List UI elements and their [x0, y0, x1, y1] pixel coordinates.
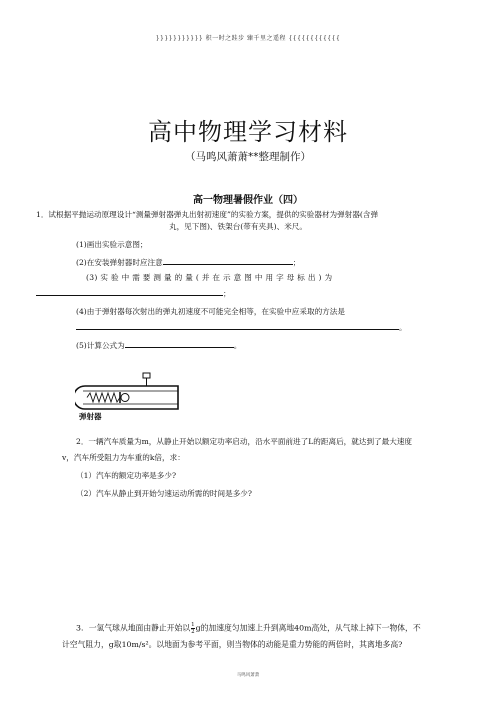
q3-frac-num: 1 — [191, 622, 195, 628]
q1-part4: (4)由于弹射器每次射出的弹丸初速度不可能完全相等，在实验中应采取的方法是 — [76, 307, 345, 316]
q1-part1: (1)画出实验示意图； — [76, 240, 148, 249]
q2-line1: 2．一辆汽车质量为m，从静止开始以额定功率启动，沿水平面前进了L的距离后，就达到了最大速度 — [76, 437, 413, 446]
page-footer: 马鸣风萧萧 — [236, 673, 260, 678]
q3-fraction — [191, 622, 195, 635]
launcher-body — [75, 386, 178, 409]
q2-line2: v，汽车所受阻力为车重的k倍，求： — [62, 453, 185, 462]
q1-line1: 1．试根据平抛运动原理设计“测量弹射器弹丸出射初速度”的实验方案，提供的实验器材为弹射器(含弹 — [36, 210, 379, 219]
q1-part3-blank[interactable] — [36, 287, 223, 296]
launcher-figure — [75, 371, 185, 421]
q1-part5-blank[interactable] — [125, 339, 234, 348]
section-title: 高一物理暑假作业（四） — [193, 195, 303, 206]
q1-part5-text: (5)计算公式为 — [76, 341, 125, 350]
q2-sub1: （1）汽车的额定功率是多少? — [76, 471, 177, 480]
q3-line1-b: g的加速度匀加速上升到离地40m高处，从气球上掉下一物体，不 — [195, 623, 421, 633]
q2-sub2: （2）汽车从静止到开始匀速运动所需的时间是多少? — [76, 489, 252, 498]
launcher-label: 弹射器 — [79, 412, 102, 421]
document-subtitle: （马鸣风萧萧**整理制作） — [185, 151, 311, 163]
q3-line1-a: 3．一氢气球从地面由静止开始以 — [76, 623, 191, 633]
spring — [87, 393, 120, 402]
q1-part3-end: ； — [223, 289, 231, 298]
q1-part2-end: ； — [292, 258, 301, 267]
q3-frac-den: 2 — [191, 629, 195, 635]
q1-part3-line — [36, 287, 231, 299]
q1-part2 — [76, 256, 300, 268]
pellet — [121, 394, 129, 402]
q1-part2-text: (2)在安装弹射器时应注意 — [76, 258, 163, 267]
q1-part5-end: 。 — [233, 341, 242, 350]
q3-line1 — [76, 622, 421, 635]
q1-line2: 丸，见下图)、铁架台(带有夹具)、米尺。 — [169, 222, 307, 231]
q1-part3: (3) 实 验 中 需 要 测 量 的 量 ( 并 在 示 意 图 中 用 字 母 标 出 ) 为 — [86, 273, 333, 282]
q1-part4-line — [76, 321, 407, 333]
q1-part5 — [76, 339, 241, 351]
page-header: }}}}}}}}}}} 积一时之跬步 臻千里之遥程 {{{{{{{{{{{{ — [155, 35, 341, 42]
q1-part2-blank[interactable] — [163, 256, 293, 265]
document-title: 高中物理学习材料 — [148, 118, 348, 146]
trigger-knob — [143, 373, 150, 378]
q3-line2: 计空气阻力，g取10m/s²。以地面为参考平面，则当物体的动能是重力势能的两倍时，其离地多高? — [62, 640, 403, 649]
q1-part4-end: 。 — [399, 323, 407, 332]
q1-part4-blank[interactable] — [76, 321, 399, 330]
